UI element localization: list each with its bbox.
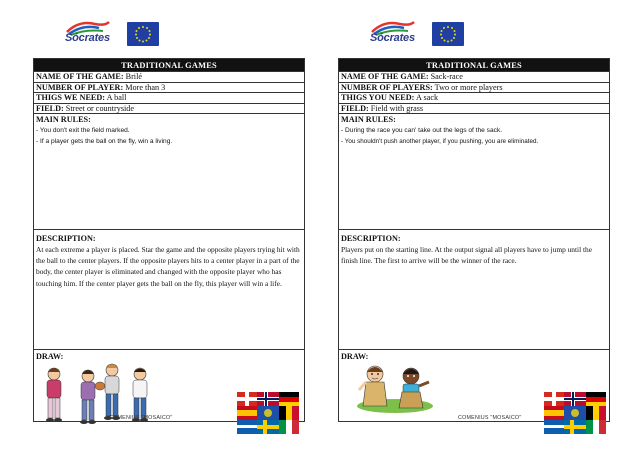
rule-item: - You shouldn't push another player, if you pushing, you are eliminated. <box>341 138 539 145</box>
children-playing-ball-illustration <box>36 362 156 434</box>
rules-label: MAIN RULES: <box>36 115 91 124</box>
game-name-value: Sack-race <box>430 72 463 81</box>
description-text: At each extreme a player is placed. Star the game and the opposite players trying hit with the ball to the center players. If the opposite players hits to a center player in a part of the body, the center player is eliminated and changed with the opposite player who has touching him. If the center player gets the ball on the fly, this player will win a life. <box>36 245 300 288</box>
description-text: Players put on the starting line. At the output signal all players have to jump until the finish line. The first to arrive will be the winner of the race. <box>341 245 593 266</box>
socrates-wordmark: Sócrates <box>370 32 415 44</box>
sheet-title: TRADITIONAL GAMES <box>34 59 304 72</box>
game-name-row <box>34 72 304 83</box>
field-value: Street or countryside <box>65 103 135 113</box>
rule-item: - During the race you can' take out the legs of the sack. <box>341 127 503 134</box>
game-name-label: NAME OF THE GAME: <box>36 72 124 81</box>
game-name-label: NAME OF THE GAME: <box>341 72 429 81</box>
draw-label: DRAW: <box>36 352 64 361</box>
field-label: FIELD: <box>341 103 369 113</box>
eu-flag-icon <box>432 22 464 46</box>
players-row <box>339 83 609 94</box>
game-name-row <box>339 72 609 83</box>
players-value: More than 3 <box>125 82 166 92</box>
field-label: FIELD: <box>36 103 64 113</box>
players-row <box>34 83 304 94</box>
socrates-wordmark: Sócrates <box>65 32 110 44</box>
things-label: THIGS WE NEED: <box>36 93 106 102</box>
rule-item: - If a player gets the ball on the fly, win a living. <box>36 138 173 145</box>
rules-label: MAIN RULES: <box>341 115 396 124</box>
field-value: Field with grass <box>370 103 424 113</box>
things-value: A sack <box>416 93 439 102</box>
rules-section <box>34 114 304 230</box>
description-label: DESCRIPTION: <box>36 234 96 243</box>
sack-race-illustration <box>355 362 435 414</box>
field-row <box>34 104 304 115</box>
description-section <box>34 230 304 350</box>
field-row <box>339 104 609 115</box>
players-label: NUMBER OF PLAYER: <box>36 82 124 92</box>
game-sheet <box>338 58 610 422</box>
game-sheet <box>33 58 305 422</box>
things-row <box>339 93 609 104</box>
socrates-eu-logo <box>61 18 171 50</box>
game-card-brile <box>33 0 305 452</box>
description-label: DESCRIPTION: <box>341 234 401 243</box>
players-value: Two or more players <box>434 82 503 92</box>
things-label: THIGS YOU NEED: <box>341 93 415 102</box>
game-name-value: Brilé <box>125 72 142 81</box>
european-flags-puzzle-icon <box>237 392 299 434</box>
sheet-title: TRADITIONAL GAMES <box>339 59 609 72</box>
things-row <box>34 93 304 104</box>
draw-label: DRAW: <box>341 352 369 361</box>
eu-flag-icon <box>127 22 159 46</box>
game-card-sack-race <box>338 0 610 452</box>
description-section <box>339 230 609 350</box>
rules-section <box>339 114 609 230</box>
rule-item: - You don't exit the field marked. <box>36 127 130 134</box>
things-value: A ball <box>106 93 127 102</box>
players-label: NUMBER OF PLAYERS: <box>341 82 433 92</box>
european-flags-puzzle-icon <box>544 392 606 434</box>
footer-comenius: COMENIUS "MOSAICO" <box>109 415 173 421</box>
footer-comenius: COMENIUS "MOSAICO" <box>458 415 522 421</box>
socrates-eu-logo <box>366 18 476 50</box>
